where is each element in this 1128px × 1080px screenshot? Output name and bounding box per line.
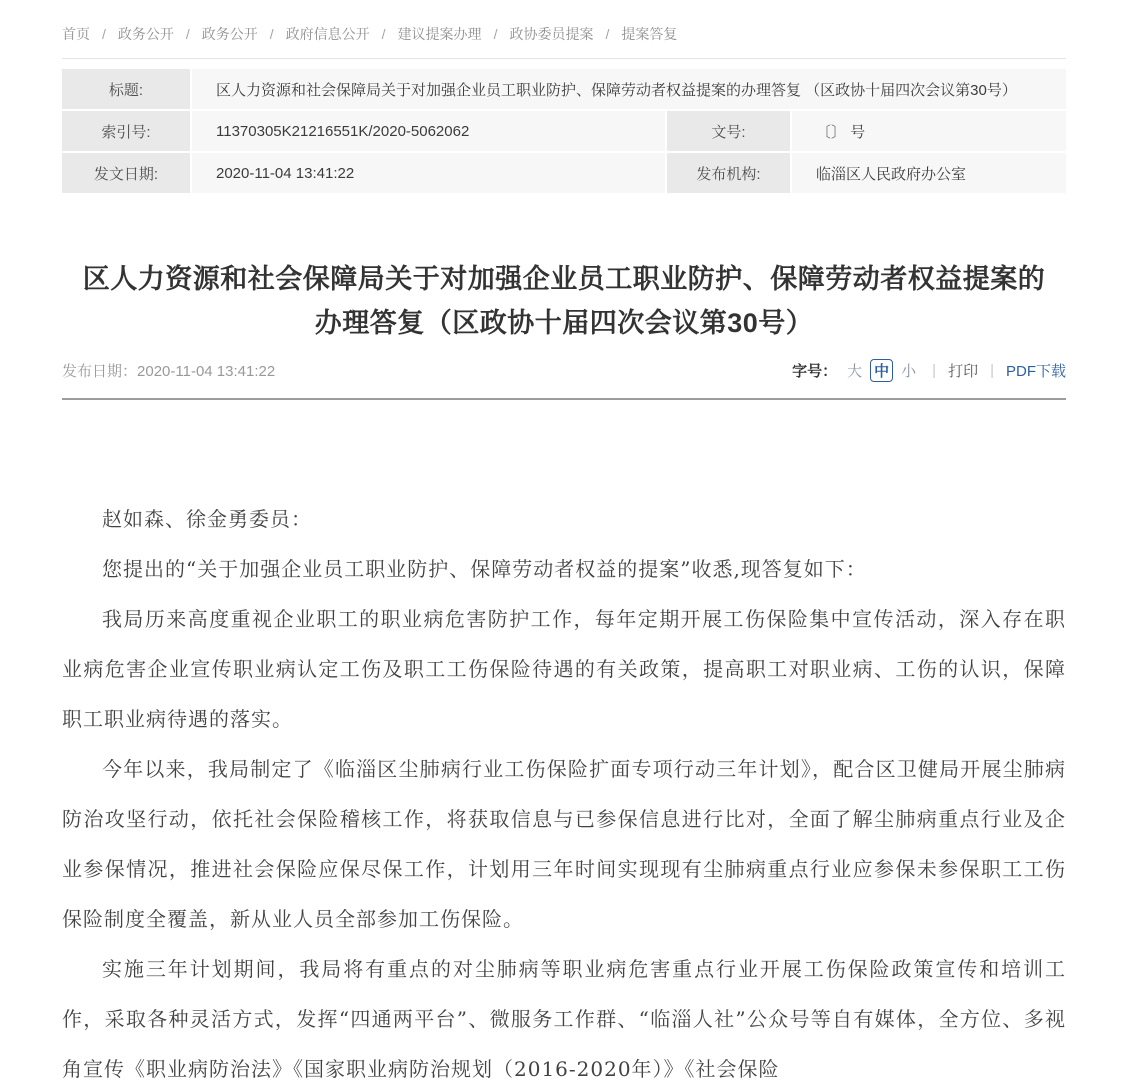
- meta-title-label: 标题:: [62, 69, 190, 109]
- article-toolbar: [792, 359, 1066, 382]
- breadcrumb-divider: [62, 58, 1066, 59]
- breadcrumb-item[interactable]: 政务公开: [201, 26, 258, 42]
- article-body: [62, 400, 1066, 1080]
- breadcrumb-item[interactable]: 政协委员提案: [509, 26, 594, 42]
- toolbar-divider: |: [990, 362, 994, 379]
- article-paragraph: 实施三年计划期间，我局将有重点的对尘肺病等职业病危害重点行业开展工伤保险政策宣传和培训工作，采取各种灵活方式，发挥“四通两平台”、微服务工作群、“临淄人社”公众号等自有媒体，全方位、多视角宣传《职业病防治法》《国家职业病防治规划（2016-2020年）》《社会保险: [62, 957, 1066, 1080]
- breadcrumb-item[interactable]: 政府信息公开: [285, 26, 370, 42]
- toolbar-divider: |: [932, 362, 937, 379]
- font-size-medium-button[interactable]: 中: [870, 359, 893, 382]
- breadcrumb-separator: /: [269, 26, 274, 42]
- meta-index-value: 11370305K21216551K/2020-5062062: [192, 111, 665, 151]
- article-meta-bar: [62, 359, 1066, 382]
- breadcrumb: [62, 0, 1066, 44]
- meta-title-value: 区人力资源和社会保障局关于对加强企业员工职业防护、保障劳动者权益提案的办理答复 （区政协十届四次会议第30号）: [192, 69, 1066, 109]
- content-container: [62, 0, 1066, 1080]
- meta-docnum-label: 文号:: [667, 111, 790, 151]
- article-paragraph: 您提出的“关于加强企业员工职业防护、保障劳动者权益的提案”收悉,现答复如下：: [102, 557, 867, 581]
- publish-date-label: 发布日期：: [62, 363, 138, 380]
- meta-issue-date-value: 2020-11-04 13:41:22: [192, 153, 665, 193]
- breadcrumb-separator: /: [605, 26, 610, 42]
- breadcrumb-item[interactable]: 提案答复: [621, 26, 678, 42]
- breadcrumb-item[interactable]: 政务公开: [117, 26, 174, 42]
- pdf-download-button[interactable]: PDF下载: [1005, 363, 1066, 380]
- document-meta-table: [62, 69, 1066, 193]
- breadcrumb-item[interactable]: 首页: [62, 26, 90, 42]
- breadcrumb-item[interactable]: 建议提案办理: [397, 26, 482, 42]
- meta-agency-value: 临淄区人民政府办公室: [792, 153, 1066, 193]
- meta-docnum-value: 〔〕 号: [792, 111, 1066, 151]
- publish-date-value: 2020-11-04 13:41:22: [137, 363, 276, 380]
- breadcrumb-separator: /: [185, 26, 190, 42]
- page-title: 区人力资源和社会保障局关于对加强企业员工职业防护、保障劳动者权益提案的办理答复（区政协十届四次会议第30号）: [82, 264, 1046, 338]
- meta-issue-date-label: 发文日期:: [62, 153, 190, 193]
- breadcrumb-separator: /: [493, 26, 498, 42]
- article-paragraph: 今年以来，我局制定了《临淄区尘肺病行业工伤保险扩面专项行动三年计划》，配合区卫健局开展尘肺病防治攻坚行动，依托社会保险稽核工作，将获取信息与已参保信息进行比对，全面了解尘肺病重点行业及企业参保情况，推进社会保险应保尽保工作，计划用三年时间实现现有尘肺病重点行业应参保未参保职工工伤保险制度全覆盖，新从业人员全部参加工伤保险。: [62, 757, 1066, 931]
- breadcrumb-separator: /: [102, 26, 106, 42]
- article-paragraph: 我局历来高度重视企业职工的职业病危害防护工作，每年定期开展工伤保险集中宣传活动，深入存在职业病危害企业宣传职业病认定工伤及职工工伤保险待遇的有关政策，提高职工对职业病、工伤的认识，保障职工职业病待遇的落实。: [62, 607, 1066, 731]
- article-paragraph: 赵如森、徐金勇委员：: [102, 507, 312, 531]
- font-size-large-button[interactable]: 大: [847, 363, 863, 380]
- font-size-small-button[interactable]: 小: [901, 363, 917, 380]
- breadcrumb-separator: /: [381, 26, 386, 42]
- meta-agency-label: 发布机构:: [667, 153, 790, 193]
- print-button[interactable]: 打印: [948, 363, 979, 380]
- publish-date: [62, 360, 275, 381]
- meta-index-label: 索引号:: [62, 111, 190, 151]
- font-size-label: 字号：: [792, 363, 838, 380]
